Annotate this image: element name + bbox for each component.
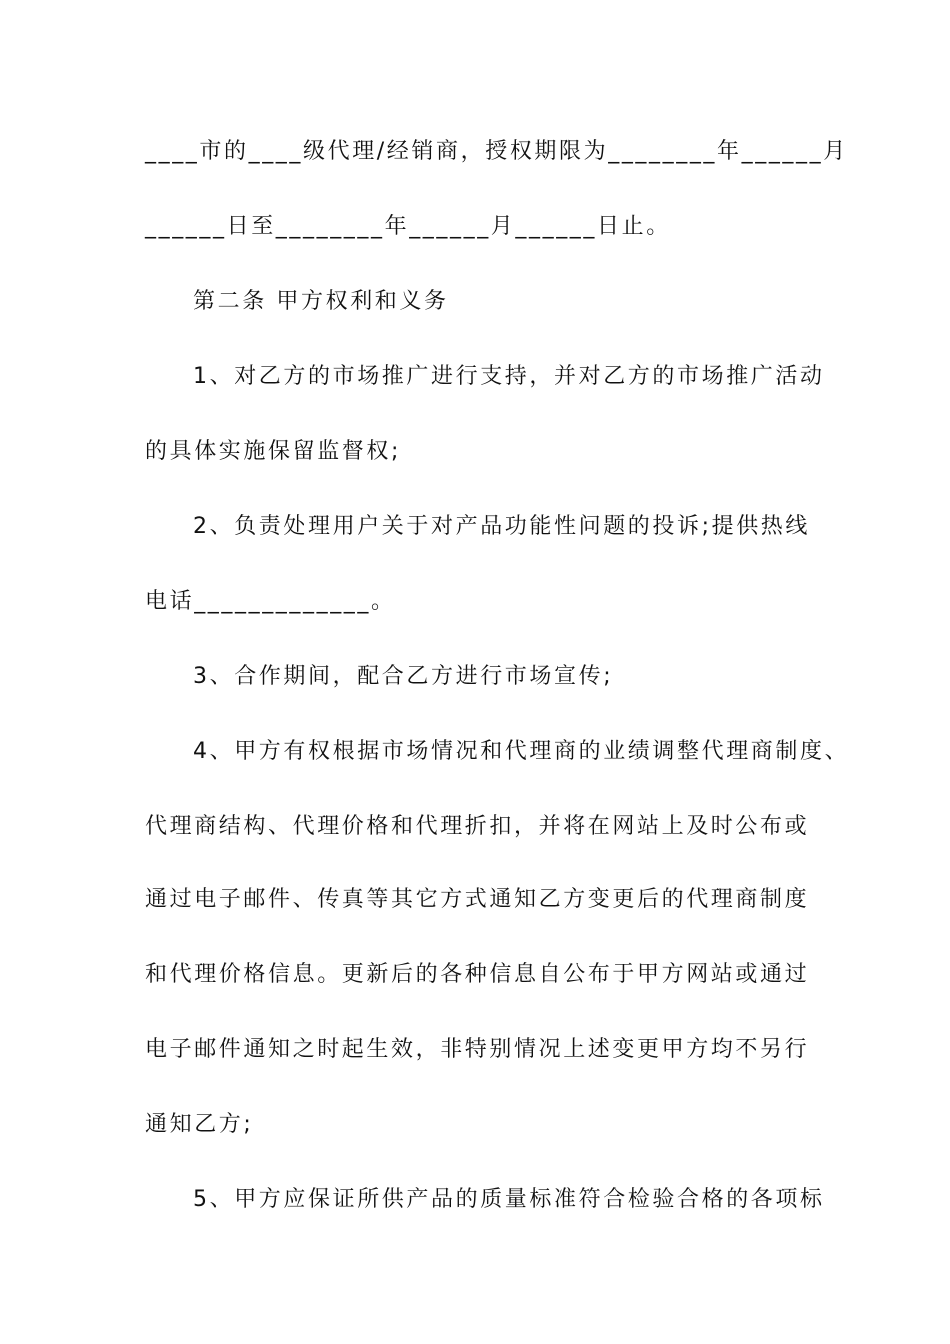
clause-4-line-2: 代理商结构、代理价格和代理折扣，并将在网站上及时公布或 [145,814,810,839]
clause-5-line-1: 5、甲方应保证所供产品的质量标准符合检验合格的各项标 [193,1187,825,1212]
clause-1-line-1: 1、对乙方的市场推广进行支持，并对乙方的市场推广活动 [193,364,825,389]
clause-4-line-3: 通过电子邮件、传真等其它方式通知乙方变更后的代理商制度 [145,887,810,912]
clause-2-line-2: 电话_____________。 [145,589,396,614]
clause-4-line-1: 4、甲方有权根据市场情况和代理商的业绩调整代理商制度、 [193,739,850,764]
text-line-authorization-region: ____市的____级代理/经销商，授权期限为________年______月 [145,139,848,164]
clause-3: 3、合作期间，配合乙方进行市场宣传; [193,664,614,689]
clause-4-line-5: 电子邮件通知之时起生效，非特别情况上述变更甲方均不另行 [145,1037,810,1062]
clause-4-line-4: 和代理价格信息。更新后的各种信息自公布于甲方网站或通过 [145,962,810,987]
section-heading-article-2: 第二条 甲方权利和义务 [193,289,449,314]
text-line-authorization-period: ______日至________年______月______日止。 [145,214,671,239]
clause-1-line-2: 的具体实施保留监督权; [145,439,402,464]
clause-4-line-6: 通知乙方; [145,1112,254,1137]
clause-2-line-1: 2、负责处理用户关于对产品功能性问题的投诉;提供热线 [193,514,811,539]
